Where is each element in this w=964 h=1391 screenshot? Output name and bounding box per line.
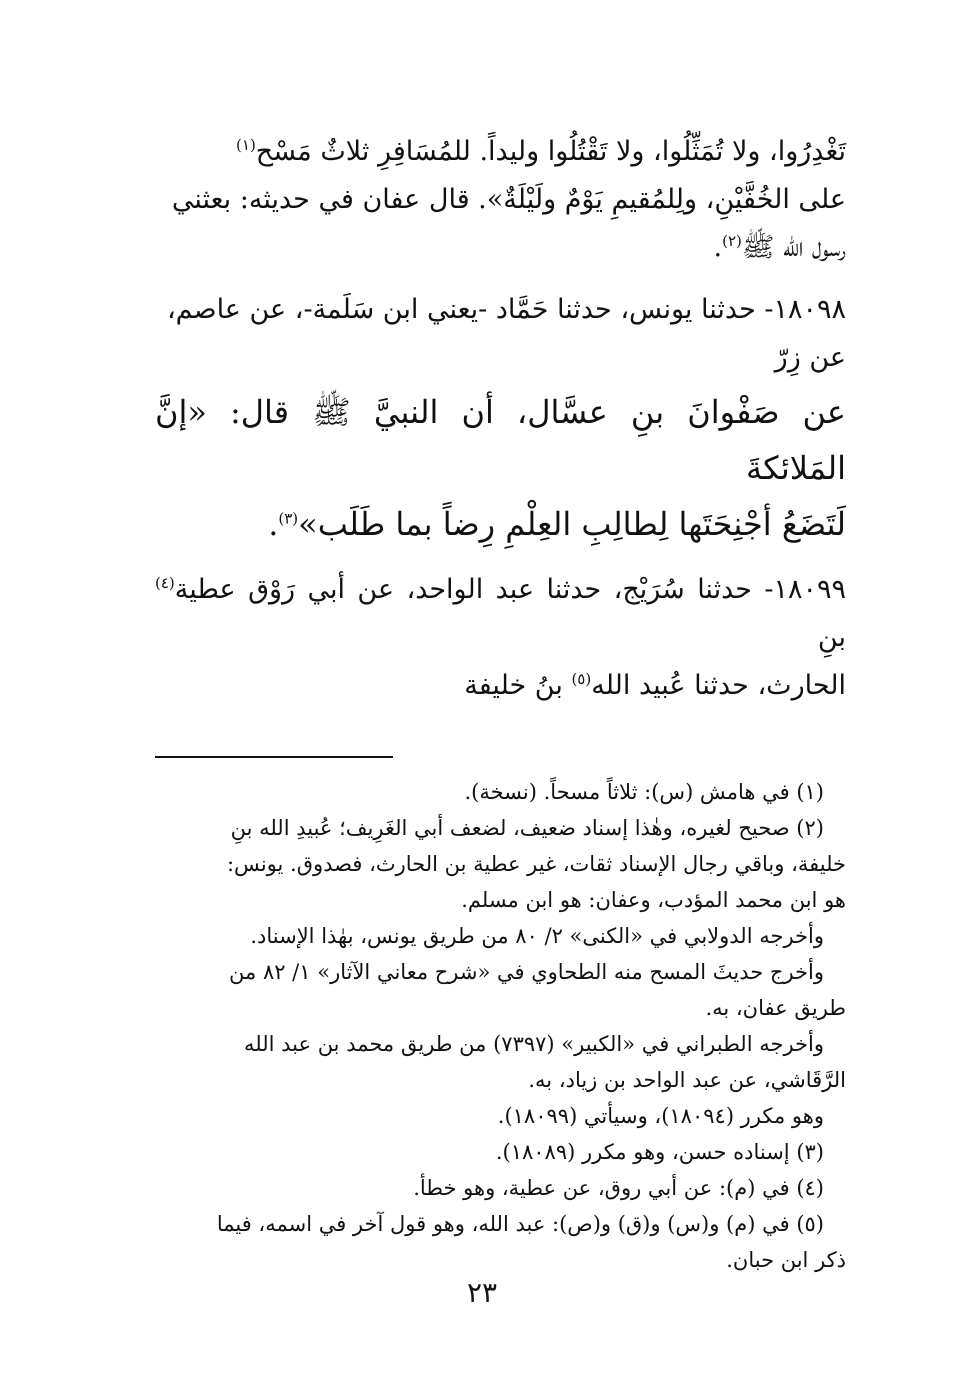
line-text: لَتَضَعُ أجْنِحَتَها لِطالِبِ العِلْمِ رِضاً بما طَلَب» — [298, 505, 846, 543]
line-text: الحارث، حدثنا عُبيد الله — [591, 670, 846, 701]
footnote-line: هو ابن محمد المؤدب، وعفان: هو ابن مسلم. — [461, 888, 846, 912]
footnote-ref: (٣) — [278, 509, 299, 528]
line-text: رسول الله ﷺ — [741, 232, 846, 263]
hadith-18098-isnad — [155, 286, 846, 334]
line-text: ١٨٠٩٨- حدثنا يونس، حدثنا حَمَّاد -يعني ابن سَلَمة-، عن عاصم، — [166, 294, 846, 325]
main-line-2 — [155, 176, 846, 224]
footnote-line: طريق عفان، به. — [705, 996, 846, 1020]
line-tail: بنُ خليفة — [464, 670, 572, 701]
footnote-line: (٣) إسناده حسن، وهو مكرر (١٨٠٨٩). — [495, 1140, 824, 1164]
footnote-line: خليفة، وباقي رجال الإسناد ثقات، غير عطية بن الحارث، فصدوق. يونس: — [226, 852, 846, 876]
main-text — [155, 128, 846, 710]
line-text: عن صَفْوانَ بنِ عسَّال، أن النبيَّ ﷺ قال: «إنَّ المَلائكةَ — [155, 393, 846, 487]
footnote-line: وهو مكرر (١٨٠٩٤)، وسيأتي (١٨٠٩٩). — [497, 1104, 824, 1128]
line-tail: . — [713, 232, 723, 263]
line-text: تَغْدِرُوا، ولا تُمَثِّلُوا، ولا تَقْتُلُوا وليداً. للمُسَافِرِ ثلاثٌ مَسْح — [255, 136, 846, 167]
main-line-3 — [155, 224, 846, 272]
footnote-ref: (٤) — [155, 574, 175, 592]
line-text: ١٨٠٩٩- حدثنا سُرَيْج، حدثنا عبد الواحد، عن أبي رَوْق عطية — [174, 574, 846, 605]
footnote-ref: (٥) — [571, 670, 592, 688]
footnote-line: (١) في هامش (س): ثلاثاً مسحاً. (نسخة). — [464, 780, 824, 804]
footnote-line: ذكر ابن حبان. — [726, 1248, 846, 1272]
footnote-line: وأخرجه الطبراني في «الكبير» (٧٣٩٧) من طريق محمد بن عبد الله — [244, 1032, 824, 1056]
hadith-18099-isnad — [155, 566, 846, 662]
footnote-ref: (٢) — [722, 232, 742, 250]
footnote-ref: (١) — [236, 136, 256, 154]
footnote-line: (٤) في (م): عن أبي روق، عن عطية، وهو خطأ. — [413, 1176, 824, 1200]
footnote-line: (٥) في (م) و(س) و(ق) و(ص): عبد الله، وهو قول آخر في اسمه، فيما — [216, 1212, 824, 1236]
line-tail: . — [268, 505, 279, 543]
footnote-line: الرَّقَاشي، عن عبد الواحد بن زياد، به. — [528, 1068, 846, 1092]
hadith-18099-isnad-cont — [155, 662, 846, 710]
footnote-separator — [155, 756, 393, 758]
line-text: على الخُفَّيْنِ، ولِلمُقيمِ يَوْمٌ ولَيْلَةٌ». قال عفان في حديثه: بعثني — [171, 184, 846, 215]
main-line-1 — [155, 128, 846, 176]
footnotes — [155, 774, 846, 1278]
page-number: ٢٣ — [466, 1276, 498, 1309]
line-text: عن زِرّ — [774, 342, 846, 373]
hadith-18098-matn-cont — [155, 496, 846, 552]
hadith-18098-matn — [155, 384, 846, 496]
line-tail: بنِ — [817, 622, 846, 653]
footnote-line: وأخرج حديثَ المسح منه الطحاوي في «شرح معاني الآثار» ١/ ٨٢ من — [229, 960, 824, 984]
footnote-line: وأخرجه الدولابي في «الكنى» ٢/ ٨٠ من طريق يونس، بهٰذا الإسناد. — [250, 924, 824, 948]
hadith-18098-isnad-cont — [155, 334, 846, 382]
footnote-line: (٢) صحيح لغيره، وهٰذا إسناد ضعيف، لضعف أبي الغَرِيف؛ عُبيدِ الله بنِ — [230, 816, 824, 840]
